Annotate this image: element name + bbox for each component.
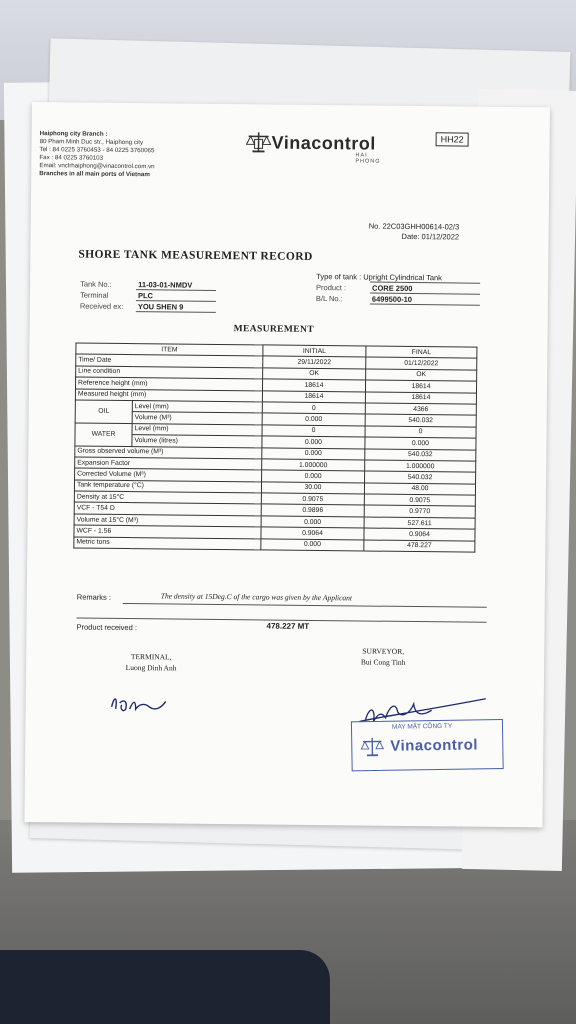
terminal-value: PLC xyxy=(137,291,154,301)
row-label: Volume at 15°C (M³) xyxy=(74,514,261,527)
final-value: 0.9770 xyxy=(364,505,475,518)
final-value: 18614 xyxy=(365,392,476,405)
water-group-label: WATER xyxy=(75,423,132,446)
final-value: 0.9064 xyxy=(364,528,475,541)
row-label: Corrected Volume (M³) xyxy=(75,468,262,481)
product-label: Product : xyxy=(316,282,347,293)
row-label: Density at 15°C xyxy=(74,491,261,504)
tank-type-info xyxy=(316,271,442,305)
surveyor-signature-block xyxy=(328,645,438,668)
tank-info xyxy=(80,279,193,313)
company-stamp xyxy=(351,719,504,771)
terminal-signature-block xyxy=(96,651,206,674)
final-value: 01/12/2022 xyxy=(366,357,477,370)
final-value: 18614 xyxy=(365,380,476,393)
oil-group-label: OIL xyxy=(75,400,132,423)
document-date: Date: 01/12/2022 xyxy=(401,231,460,242)
underline xyxy=(123,603,487,608)
row-label: Expansion Factor xyxy=(75,457,262,470)
product-received-label: Product received : xyxy=(76,622,138,633)
dark-object xyxy=(0,950,330,1024)
form-code: HH22 xyxy=(436,132,469,146)
surveyor-name: Bui Cong Tinh xyxy=(360,657,406,667)
row-label: Line condition xyxy=(76,366,263,379)
initial-value: 18614 xyxy=(262,379,365,391)
product-value: CORE 2500 xyxy=(372,283,413,293)
row-label: WCF - 1.56 xyxy=(74,525,261,538)
stamp-text: Vinacontrol xyxy=(390,736,479,755)
initial-value: 0.9896 xyxy=(261,504,364,516)
bl-label: B/L No.: xyxy=(315,293,343,304)
underline xyxy=(136,311,216,313)
tank-no-value: 11-03-01-NMDV xyxy=(138,280,193,290)
bl-value: 6499500-10 xyxy=(371,294,413,304)
initial-value: 0.000 xyxy=(262,436,365,448)
col-item-header: ITEM xyxy=(76,343,263,356)
branch-line: Tel : 84 0225 3760453 - 84 0225 3760065 xyxy=(39,146,155,155)
initial-value: 0.000 xyxy=(262,413,365,425)
product-received-value: 478.227 MT xyxy=(266,621,310,631)
final-value: 527.611 xyxy=(364,517,475,530)
initial-value: OK xyxy=(263,368,366,380)
logo-subtitle: HAI PHONG xyxy=(355,152,381,165)
initial-value: 0.000 xyxy=(261,516,364,528)
row-label: Volume (litres) xyxy=(132,435,262,448)
initial-value: 0.9064 xyxy=(261,527,364,539)
stamp-top-text: MAY MẶT CÔNG TY xyxy=(391,722,453,731)
col-initial-header: INITIAL xyxy=(263,345,366,357)
final-value: 48.00 xyxy=(364,483,475,496)
stamp-scale-icon xyxy=(360,736,384,758)
document-title: SHORE TANK MEASUREMENT RECORD xyxy=(78,248,313,263)
branch-line: Haiphong city Branch : xyxy=(39,130,108,138)
document-number: No. 22C03GHH00614-02/3 xyxy=(368,221,460,232)
initial-value: 29/11/2022 xyxy=(263,356,366,368)
final-value: 540.032 xyxy=(365,449,476,462)
initial-value: 0.000 xyxy=(261,539,364,551)
final-value: 0 xyxy=(365,426,476,439)
final-value: 540.032 xyxy=(365,414,476,427)
row-label: Metric tons xyxy=(74,537,261,550)
final-value: 0.000 xyxy=(365,437,476,450)
final-value: 4366 xyxy=(365,403,476,416)
final-value: 540.032 xyxy=(365,471,476,484)
col-final-header: FINAL xyxy=(366,346,477,359)
initial-value: 30.00 xyxy=(261,482,364,494)
initial-value: 0.000 xyxy=(262,470,365,482)
branch-line: 80 Pham Minh Duc str., Haiphong city xyxy=(39,138,144,147)
vinacontrol-logo xyxy=(245,130,381,165)
measurement-table xyxy=(73,342,477,552)
terminal-title: TERMINAL, xyxy=(130,652,172,662)
initial-value: 0.9075 xyxy=(261,493,364,505)
row-label: Measured height (mm) xyxy=(75,389,262,402)
row-label: Gross observed volume (M³) xyxy=(75,445,262,458)
initial-value: 0 xyxy=(262,425,365,437)
initial-value: 0 xyxy=(262,402,365,414)
terminal-signature xyxy=(106,689,186,722)
terminal-label: Terminal xyxy=(79,290,109,300)
final-value: OK xyxy=(366,369,477,382)
initial-value: 1.000000 xyxy=(262,459,365,471)
document-page xyxy=(24,102,550,827)
row-label: Time/ Date xyxy=(76,354,263,367)
tank-type: Type of tank : Upright Cylindrical Tank xyxy=(316,271,442,283)
logo-text: Vinacontrol xyxy=(271,132,376,154)
measurement-heading: MEASUREMENT xyxy=(233,324,315,335)
row-label: VCF - T54 D xyxy=(74,502,261,515)
branch-address xyxy=(39,130,155,179)
received-ex-label: Received ex: xyxy=(79,301,124,311)
row-label: Level (mm) xyxy=(132,401,262,414)
branch-line: Fax : 84 0225 3760103 xyxy=(39,154,104,162)
initial-value: 18614 xyxy=(262,390,365,402)
final-value: 0.9075 xyxy=(364,494,475,507)
remarks-label: Remarks : xyxy=(76,592,112,602)
terminal-name: Luong Dinh Anh xyxy=(125,663,177,673)
row-label: Level (mm) xyxy=(132,423,262,436)
branch-line: Branches in all main ports of Vietnam xyxy=(39,170,150,179)
remarks-value: The density at 15Deg.C of the cargo was given by the Applicant xyxy=(160,591,353,603)
branch-line: Email: vnclrhaiphong@vinacontrol.com.vn xyxy=(39,162,155,171)
surveyor-title: SURVEYOR, xyxy=(362,646,405,656)
tank-no-label: Tank No.: xyxy=(80,279,112,289)
final-value: 478.227 xyxy=(364,540,475,553)
received-ex-value: YOU SHEN 9 xyxy=(137,302,184,312)
row-label: Volume (M³) xyxy=(132,412,262,425)
row-label: Reference height (mm) xyxy=(76,377,263,390)
underline xyxy=(370,304,480,306)
initial-value: 0.000 xyxy=(262,447,365,459)
scale-icon xyxy=(245,130,271,154)
final-value: 1.000000 xyxy=(365,460,476,473)
row-label: Tank temperature (°C) xyxy=(74,480,261,493)
document-number-block xyxy=(369,222,460,243)
